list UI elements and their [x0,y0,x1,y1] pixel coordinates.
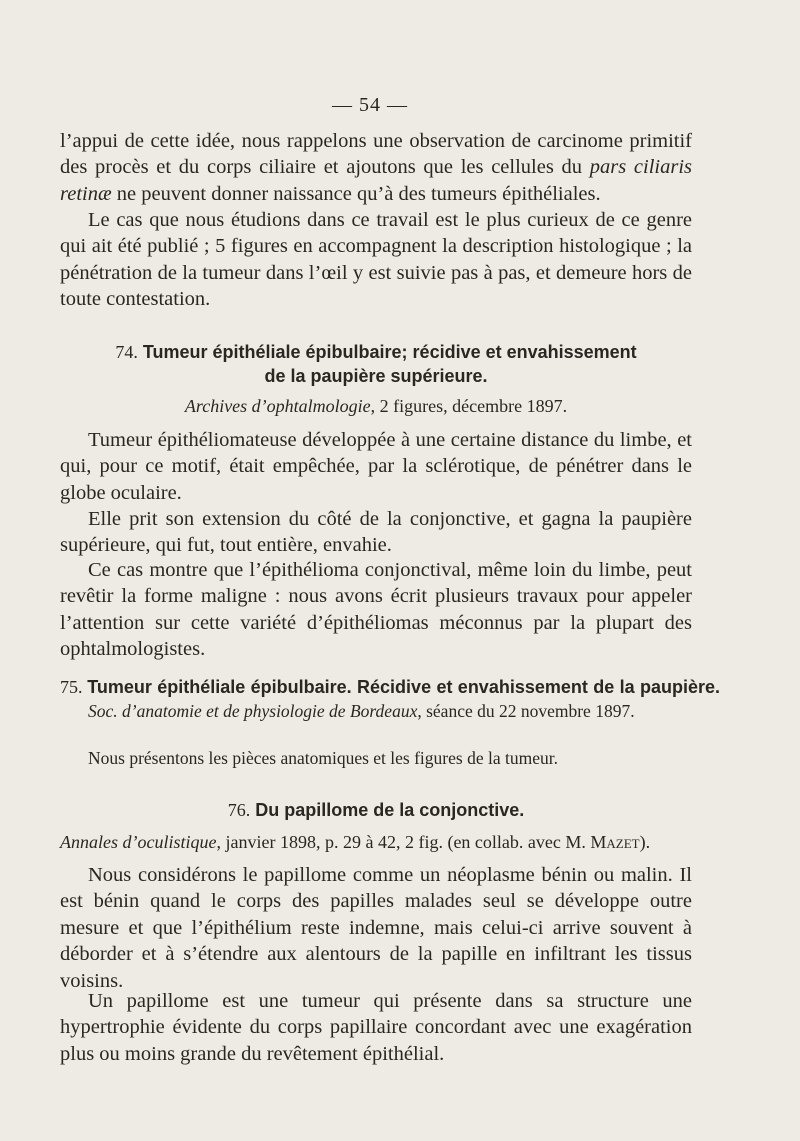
paragraph-75: Nous présentons les pièces anatomiques et les figures de la tumeur. [88,748,558,768]
journal-title: Annales d’oculistique [60,832,217,852]
reference-74 [60,394,692,418]
author-name: Mazet [590,832,640,852]
heading-line-2: de la paupière supérieure. [264,366,488,386]
heading-text: Tumeur épithéliale épibulbaire. Récidive et envahissement de la paupière. [87,677,720,697]
paragraph-text: ne peuvent donner naissance qu’à des tumeurs épithéliales. [111,182,601,205]
journal-title: Archives d’ophtalmologie [184,396,371,416]
heading-text: Tumeur épithéliale épibulbaire; récidive et envahissement [142,342,637,362]
paragraph-74-3: Ce cas montre que l’épithélioma conjonctival, même loin du limbe, peut revêtir la forme maligne : nous avons écrit plusieurs travaux pour appeler l’attention sur cette variété d’épithéliomas méconnus par la plupart des ophtalmologistes. [60,559,692,661]
paragraph-text: l’appui de cette idée, nous rappelons une observation de carcinome primitif des procès et du corps ciliaire et ajoutons que les cellules du [60,130,692,179]
section-heading-74 [60,340,692,388]
paragraph-carcinome [60,128,692,207]
paragraph-76-2: Un papillome est une tumeur qui présente dans sa structure une hypertrophie évidente du corps papillaire concordant avec une exagération plus ou moins grande du revêtement épithélial. [60,990,692,1065]
entry-number: 74. [115,342,138,362]
entry-75 [60,675,720,723]
paragraph-74-1: Tumeur épithéliomateuse développée à une certaine distance du limbe, et qui, pour ce motif, était empêchée, par la sclérotique, de pénétrer dans le globe oculaire. [60,429,692,504]
entry-number: 75. [60,677,83,697]
reference-details: , 2 figures, décembre 1897. [370,396,568,416]
entry-number: 76. [227,800,251,820]
page-number: — 54 — [332,94,408,116]
paragraph-76-1: Nous considérons le papillome comme un néoplasme bénin ou malin. Il est bénin quand le corps des papilles malades seul se développe outre mesure et que l’épithélium reste indemne, mais celui-ci arrive souvent à déborder et à s’étendre aux alentours de la papille en infiltrant les tissus voisins. [60,864,692,992]
reference-end: ). [639,832,651,852]
section-heading-76 [60,798,692,822]
reference-details: , janvier 1898, p. 29 à 42, 2 fig. (en collab. avec M. [216,832,591,852]
italic-term: pars ciliaris retinæ [60,156,692,205]
paragraph-74-2: Elle prit son extension du côté de la conjonctive, et gagna la paupière supérieure, qui fut, tout entière, envahie. [60,508,692,557]
reference-76 [60,830,692,854]
heading-text: Du papillome de la conjonctive. [255,800,525,820]
journal-title: Soc. d’anatomie et de physiologie de Bordeaux [88,701,418,721]
reference-details: , séance du 22 novembre 1897. [417,701,635,721]
heading-line-1 [60,340,692,364]
paragraph-cas-curieux: Le cas que nous étudions dans ce travail est le plus curieux de ce genre qui ait été publié ; 5 figures en accompagnent la description histologique ; la pénétration de la tumeur dans l’œil y est suivie pas à pas, et demeure hors de toute contestation. [60,209,692,311]
